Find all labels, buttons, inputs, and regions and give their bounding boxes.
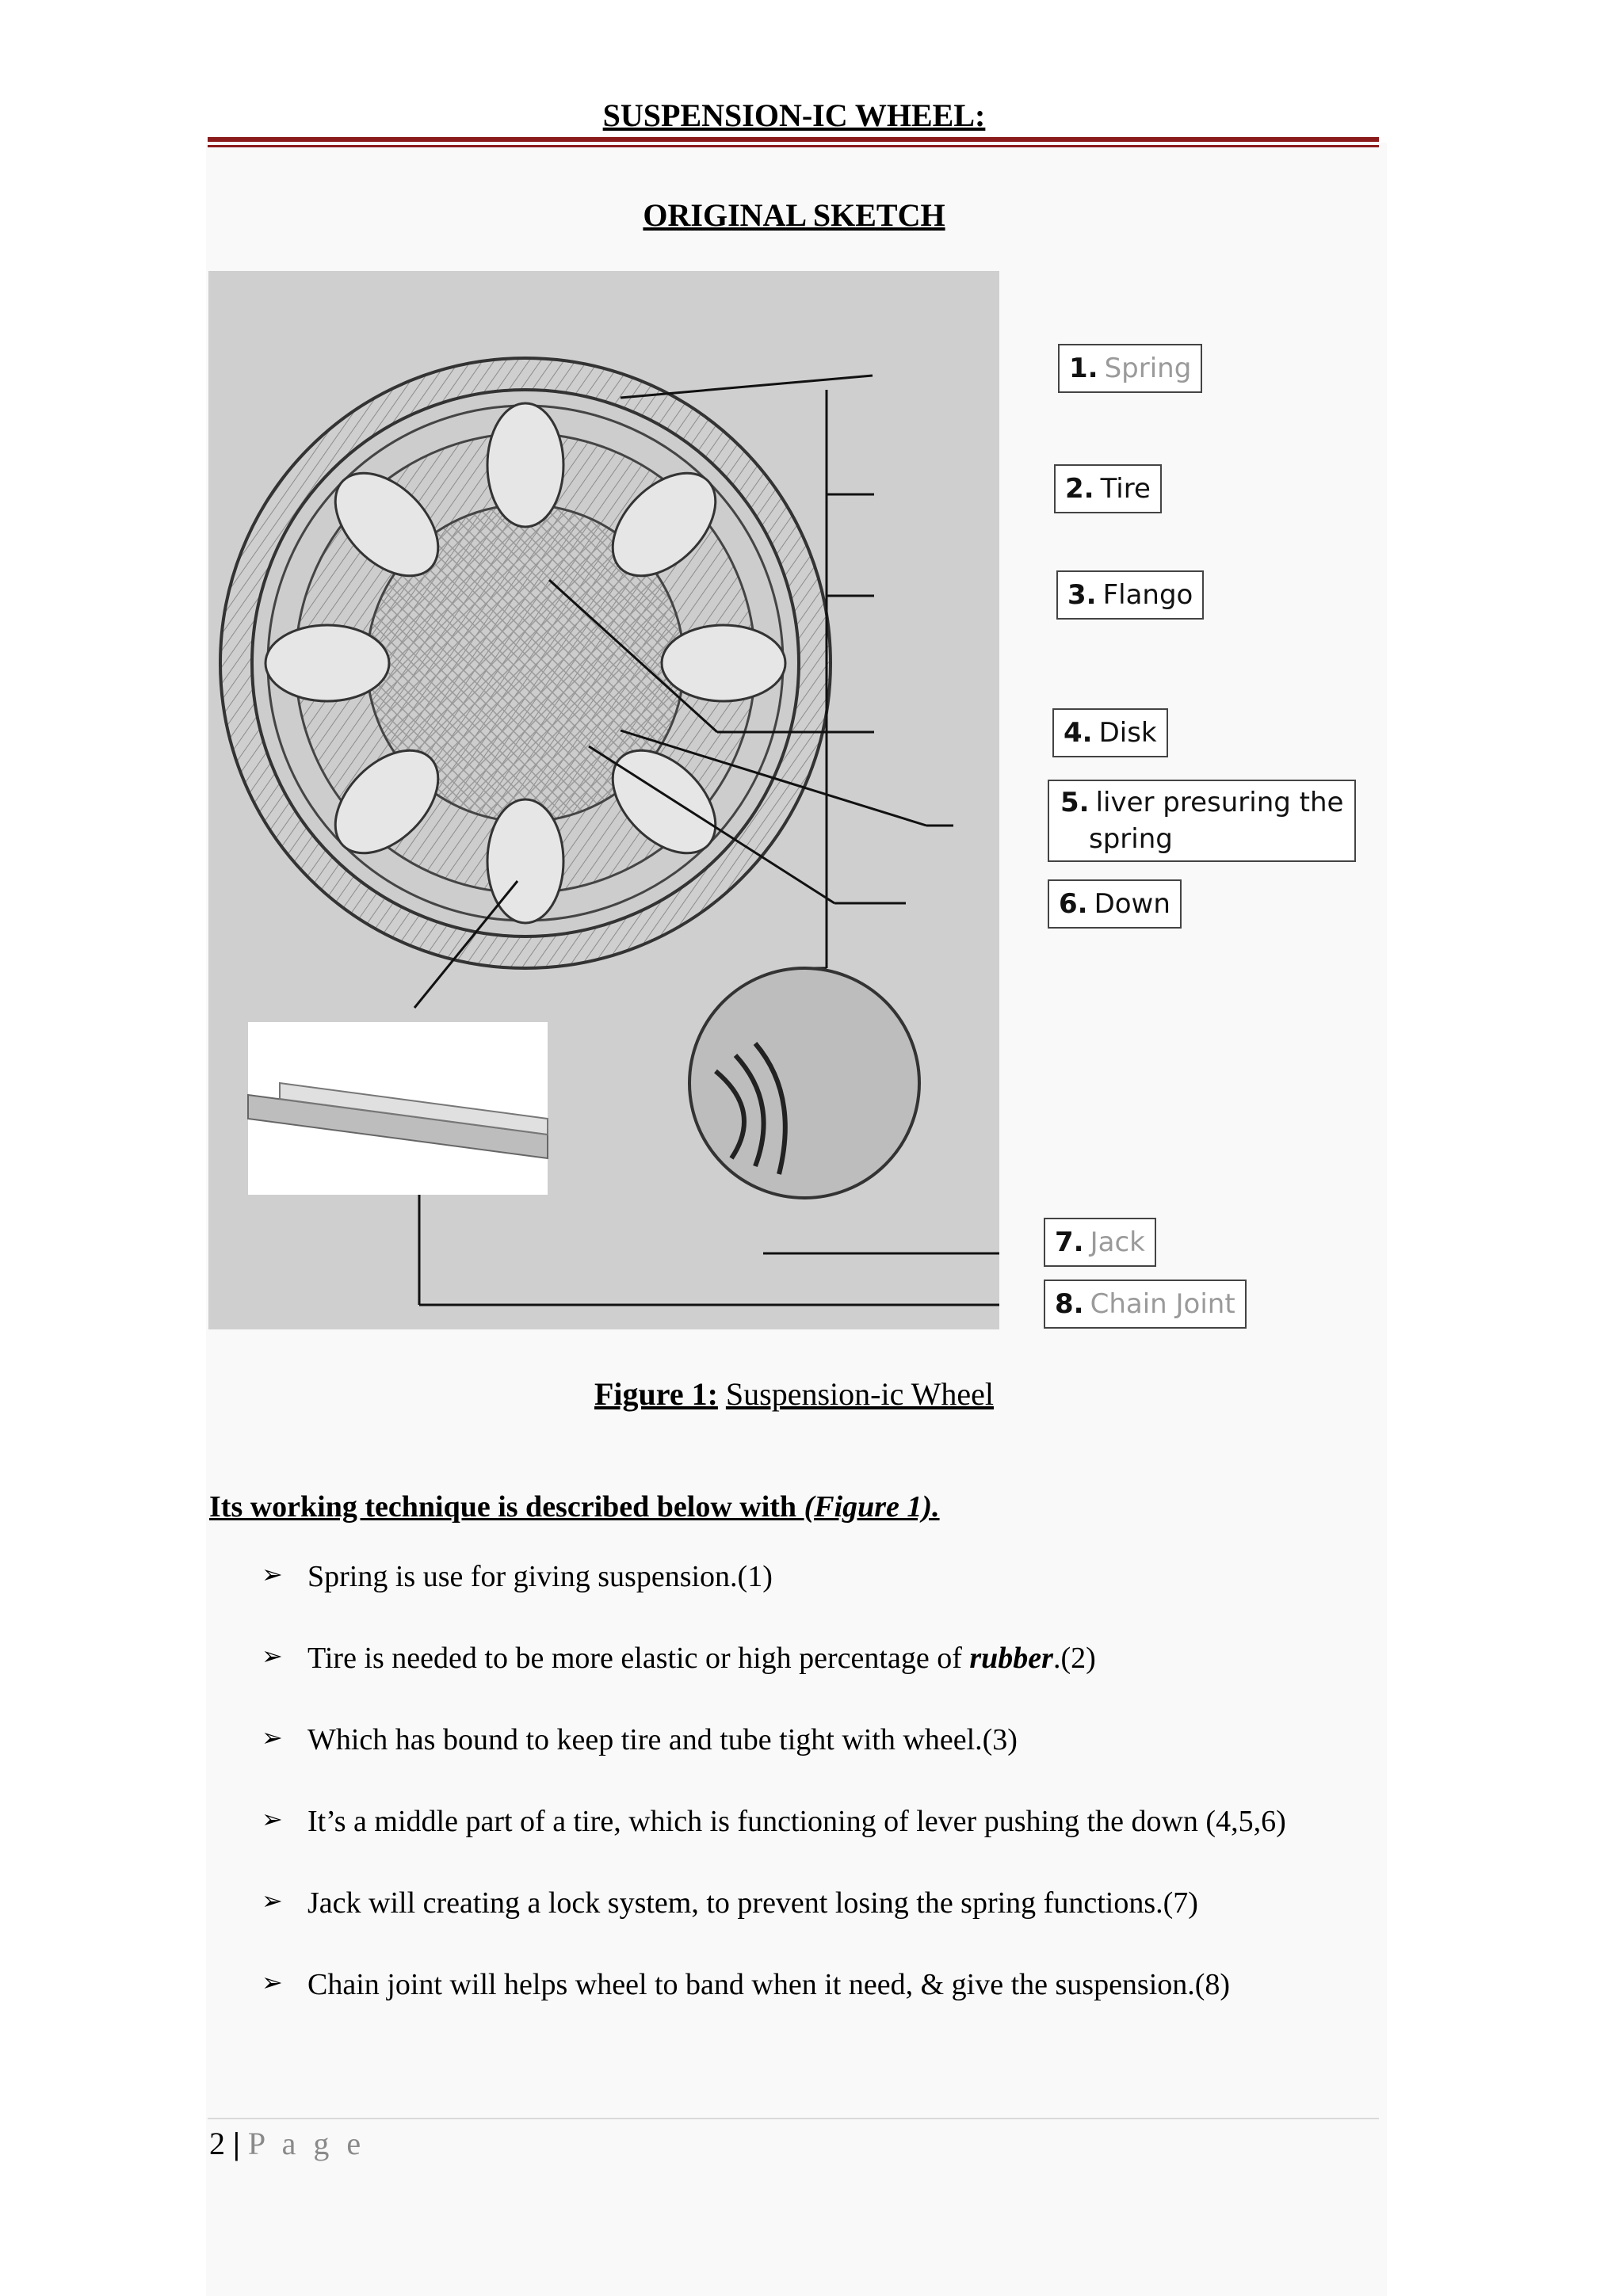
wheel-drawing bbox=[208, 271, 999, 1329]
arrow-bullet-icon: ➢ bbox=[262, 1967, 283, 1997]
arrow-bullet-icon: ➢ bbox=[262, 1722, 283, 1753]
page-number: 2 bbox=[209, 2126, 225, 2161]
bullet-item: ➢ Which has bound to keep tire and tube tight with wheel.(3) bbox=[262, 1722, 1018, 1756]
header-rule bbox=[208, 137, 1379, 142]
page-footer: 2 | P a g e bbox=[209, 2126, 366, 2161]
label-down: 6. Down bbox=[1048, 879, 1182, 929]
arrow-bullet-icon: ➢ bbox=[262, 1641, 283, 1671]
section-subtitle: ORIGINAL SKETCH bbox=[643, 197, 945, 233]
bullet-item: ➢ Tire is needed to be more elastic or high percentage of rubber.(2) bbox=[262, 1641, 1096, 1675]
header-rule-thin bbox=[208, 145, 1379, 147]
label-flango: 3. Flango bbox=[1056, 570, 1204, 620]
arrow-bullet-icon: ➢ bbox=[262, 1559, 283, 1589]
bullet-item: ➢ It’s a middle part of a tire, which is functioning of lever pushing the down (4,5,6) bbox=[262, 1804, 1286, 1838]
arrow-bullet-icon: ➢ bbox=[262, 1804, 283, 1834]
label-lever: 5. liver presuring the spring bbox=[1048, 780, 1356, 862]
arrow-bullet-icon: ➢ bbox=[262, 1886, 283, 1916]
label-tire: 2. Tire bbox=[1054, 464, 1162, 513]
page-title: SUSPENSION-IC WHEEL: bbox=[602, 97, 986, 133]
wheel-sketch-image bbox=[208, 271, 999, 1329]
figure-caption: Figure 1: Suspension-ic Wheel bbox=[594, 1376, 994, 1412]
label-jack: 7. Jack bbox=[1044, 1218, 1156, 1267]
bullet-item: ➢ Chain joint will helps wheel to band when it need, & give the suspension.(8) bbox=[262, 1967, 1231, 2001]
label-disk: 4. Disk bbox=[1052, 708, 1168, 757]
section-heading: Its working technique is described below with (Figure 1). bbox=[209, 1490, 940, 1524]
bullet-item: ➢ Jack will creating a lock system, to prevent losing the spring functions.(7) bbox=[262, 1886, 1198, 1920]
label-spring: 1. Spring bbox=[1058, 344, 1202, 393]
bullet-list bbox=[262, 1559, 1286, 2049]
label-chain-joint: 8. Chain Joint bbox=[1044, 1280, 1247, 1329]
bullet-item: ➢ Spring is use for giving suspension.(1) bbox=[262, 1559, 773, 1593]
footer-rule bbox=[208, 2118, 1379, 2119]
